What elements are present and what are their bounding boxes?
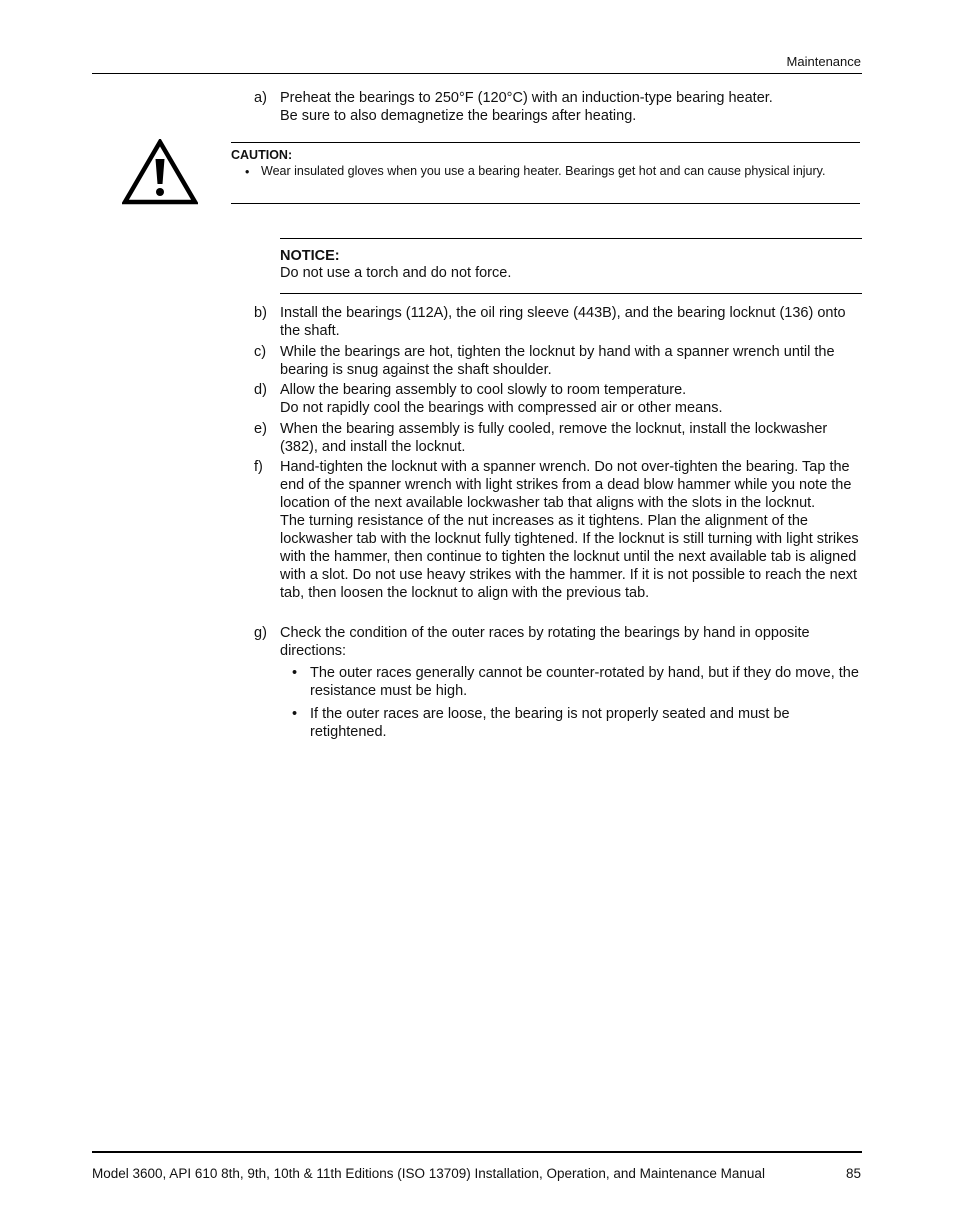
step-text: The turning resistance of the nut increases as it tightens. Plan the alignment of the lockwasher tab with the locknut fully tightened. If the locknut is still turning with light strikes with the hammer, then continue to tighten the locknut until the next available tab is aligned with a slot. Do not use heavy strikes with the hammer. If it is not possible to reach the next tab, then loosen the locknut to align with the previous tab.	[280, 513, 859, 601]
caution-text: Wear insulated gloves when you use a bearing heater. Bearings get hot and can cause physical injury.	[261, 164, 826, 178]
list-item	[292, 705, 862, 741]
manual-title: Model 3600, API 610 8th, 9th, 10th & 11th Editions (ISO 13709) Installation, Operation, and Maintenance Manual	[92, 1166, 765, 1181]
bullet-text: If the outer races are loose, the bearing is not properly seated and must be retightened.	[310, 706, 790, 740]
step-f	[254, 458, 860, 602]
bullet-text: The outer races generally cannot be counter-rotated by hand, but if they do move, the resistance must be high.	[310, 665, 859, 699]
step-text: Preheat the bearings to 250°F (120°C) with an induction-type bearing heater.	[280, 90, 773, 106]
warning-triangle-icon	[122, 139, 198, 205]
step-letter: f)	[254, 459, 263, 475]
notice-box	[280, 238, 862, 294]
step-letter: b)	[254, 305, 267, 321]
bullet-dot: •	[292, 706, 298, 722]
step-letter: c)	[254, 344, 267, 360]
step-c	[254, 343, 860, 379]
caution-bullet: •	[245, 165, 250, 179]
notice-text: Do not use a torch and do not force.	[280, 265, 512, 281]
step-text: While the bearings are hot, tighten the locknut by hand with a spanner wrench until the bearing is snug against the shaft shoulder.	[280, 344, 835, 378]
step-text: Do not rapidly cool the bearings with compressed air or other means.	[280, 400, 723, 416]
list-item	[292, 664, 862, 700]
step-text: When the bearing assembly is fully cooled, remove the locknut, install the lockwasher (382), and install the locknut.	[280, 421, 828, 455]
step-g	[254, 624, 860, 660]
header-divider	[92, 73, 862, 74]
caution-title: CAUTION:	[231, 148, 293, 162]
step-text: Be sure to also demagnetize the bearings after heating.	[280, 108, 637, 124]
section-header: Maintenance	[786, 54, 861, 69]
step-a	[254, 89, 860, 125]
caution-box	[231, 142, 860, 204]
step-b	[254, 304, 860, 340]
step-letter: d)	[254, 382, 267, 398]
footer-divider	[92, 1151, 862, 1153]
step-text: Allow the bearing assembly to cool slowly to room temperature.	[280, 382, 687, 398]
step-text: Install the bearings (112A), the oil ring sleeve (443B), and the bearing locknut (136) onto the shaft.	[280, 305, 846, 339]
step-text: Check the condition of the outer races by rotating the bearings by hand in opposite directions:	[280, 625, 810, 659]
step-d	[254, 381, 860, 417]
bullet-dot: •	[292, 665, 298, 681]
step-letter: e)	[254, 421, 267, 437]
step-letter: a)	[254, 90, 267, 106]
notice-title: NOTICE:	[280, 248, 340, 264]
step-e	[254, 420, 860, 456]
step-letter: g)	[254, 625, 267, 641]
page-number: 85	[845, 1166, 861, 1181]
step-text: Hand-tighten the locknut with a spanner wrench. Do not over-tighten the bearing. Tap the end of the spanner wrench with light strikes from a dead blow hammer while you note the location of the next available lockwasher tab that aligns with the slots in the locknut.	[280, 459, 852, 511]
